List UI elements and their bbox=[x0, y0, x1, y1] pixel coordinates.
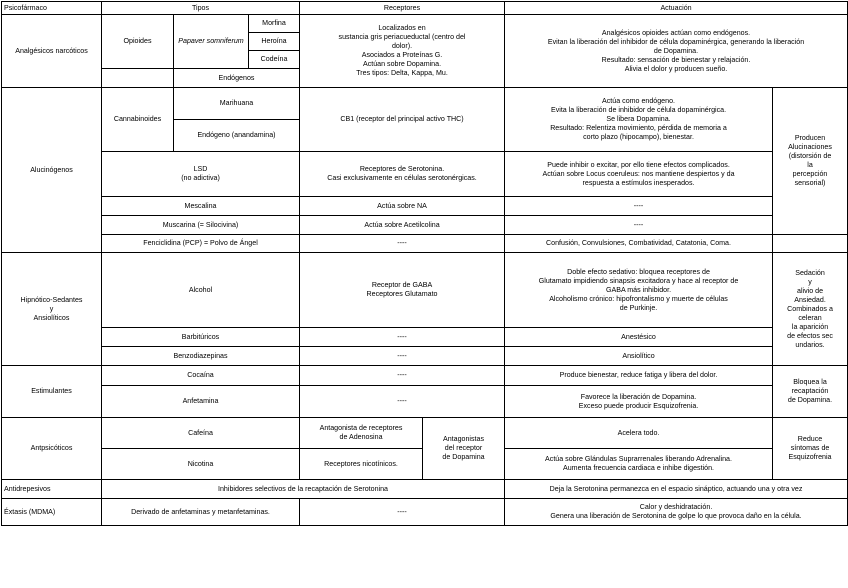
nicotina-receptores: Receptores nicotínicos. bbox=[300, 449, 423, 480]
text-line: Antagonista de receptores bbox=[319, 424, 403, 432]
alcohol-label: Alcohol bbox=[102, 253, 300, 328]
nicotina-label: Nicotina bbox=[102, 449, 300, 480]
table-row bbox=[2, 366, 848, 386]
text-line: de efectos sec bbox=[787, 331, 833, 340]
antipsicoticos-efecto bbox=[773, 418, 848, 480]
text-line: Actúa sobre Glándulas Suprarrenales liberando Adrenalina. bbox=[545, 455, 732, 463]
text-line: del receptor bbox=[444, 444, 483, 452]
header-psicofarmaco: Psicofármaco bbox=[2, 2, 102, 15]
header-tipos: Tipos bbox=[102, 2, 300, 15]
header-receptores: Receptores bbox=[300, 2, 505, 15]
text-line: (no adictiva) bbox=[181, 174, 220, 182]
pcp-actuacion: Confusión, Convulsiones, Combatividad, Catatonia, Coma. bbox=[505, 235, 773, 253]
opioides-label: Opioides bbox=[102, 15, 174, 69]
benzo-receptores: ---- bbox=[300, 347, 505, 366]
text-line: de Dopamina. bbox=[653, 46, 699, 55]
barbituricos-label: Barbitúricos bbox=[102, 328, 300, 347]
estimulantes-efecto bbox=[773, 366, 848, 418]
text-line: de Adenosina bbox=[339, 433, 383, 441]
text-line: Ansiedad. bbox=[794, 295, 826, 304]
cannabinoides-label: Cannabinoides bbox=[102, 88, 174, 152]
text-line: Aumenta frecuencia cardiaca e inhibe digestión. bbox=[562, 464, 715, 472]
text-line: de Dopamina. bbox=[787, 396, 833, 404]
text-line: Receptores de Serotonina. bbox=[359, 165, 445, 173]
table-row bbox=[2, 347, 848, 366]
pcp-label: Fenciclidina (PCP) = Polvo de Ángel bbox=[102, 235, 300, 253]
cocaina-receptores: ---- bbox=[300, 366, 505, 386]
mescalina-actuacion: ---- bbox=[505, 197, 773, 216]
extasis-name: Éxtasis (MDMA) bbox=[2, 499, 102, 526]
text-line: Genera una liberación de Serotonina de golpe lo que provoca daño en la célula. bbox=[550, 512, 802, 520]
cocaina-actuacion: Produce bienestar, reduce fatiga y libera del dolor. bbox=[505, 366, 773, 386]
text-line: sensorial) bbox=[794, 179, 826, 187]
table-row bbox=[2, 152, 848, 197]
text-line: Alucinaciones bbox=[788, 143, 832, 151]
alucinogenos-efecto bbox=[773, 88, 848, 235]
text-line: celeran bbox=[798, 313, 822, 322]
text-line: Asociados a Proteínas G. bbox=[361, 51, 443, 59]
text-line: Actúan sobre Locus coeruleus: nos mantiene despiertos y da bbox=[542, 169, 735, 178]
antidepresivos-actuacion: Deja la Serotonina permanezca en el espacio sináptico, actuando una y otra vez bbox=[505, 480, 848, 499]
endogenos-empty bbox=[102, 69, 174, 88]
text-line: Glutamato impidiendo sinapsis excitadora y hace al receptor de bbox=[538, 276, 739, 285]
analgesicos-receptores bbox=[300, 15, 505, 88]
text-line: corto plazo (hipocampo), bienestar. bbox=[583, 133, 694, 141]
anfetamina-receptores: ---- bbox=[300, 386, 505, 418]
morfina-label: Morfina bbox=[249, 15, 300, 33]
text-line: Analgésicos opioides actúan como endógenos. bbox=[601, 28, 751, 37]
cafeina-receptores bbox=[300, 418, 423, 449]
analgesicos-name: Analgésicos narcóticos bbox=[2, 15, 102, 88]
table-row bbox=[2, 88, 848, 120]
text-line: Favorece la liberación de Dopamina. bbox=[580, 392, 697, 401]
pcp-efecto-empty bbox=[773, 235, 848, 253]
text-line: percepción bbox=[792, 170, 828, 178]
text-line: Se libera Dopamina. bbox=[606, 115, 671, 123]
text-line: Exceso puede producir Esquizofrenia. bbox=[578, 401, 699, 410]
table-row bbox=[2, 197, 848, 216]
text-line: de Dopamina bbox=[442, 453, 485, 461]
text-line: Doble efecto sedativo: bloquea receptores de bbox=[567, 267, 710, 276]
alucinogenos-name: Alucinógenos bbox=[2, 88, 102, 253]
text-line: la bbox=[807, 161, 813, 169]
antidepresivos-name: Antidrepesivos bbox=[2, 480, 102, 499]
text-line: respuesta a estímulos inesperados. bbox=[582, 178, 695, 187]
lsd-receptores bbox=[300, 152, 505, 197]
text-line: Bloquea la bbox=[793, 378, 827, 386]
papaver-label: Papaver somniferum bbox=[174, 15, 249, 69]
text-line: Esquizofrenia bbox=[788, 453, 832, 461]
extasis-actuacion bbox=[505, 499, 848, 526]
muscarina-actuacion: ---- bbox=[505, 216, 773, 235]
antipsicoticos-name: Antpsicóticos bbox=[2, 418, 102, 480]
muscarina-label: Muscarina (= Silocivina) bbox=[102, 216, 300, 235]
text-line: Resultado: Relentiza movimiento, pérdida de memoria a bbox=[550, 124, 727, 132]
text-line: GABA más inhibidor. bbox=[605, 285, 672, 294]
text-line: undarios. bbox=[795, 340, 825, 349]
text-line: Puede inhibir o excitar, por ello tiene efectos complicados. bbox=[547, 160, 730, 169]
endogeno-label: Endógeno (anandamina) bbox=[174, 120, 300, 152]
table-row bbox=[2, 15, 848, 33]
heroina-label: Heroína bbox=[249, 33, 300, 51]
text-line: dolor). bbox=[391, 42, 413, 50]
text-line: (distorsión de bbox=[788, 152, 832, 160]
lsd-label bbox=[102, 152, 300, 197]
text-line: alivio de bbox=[797, 286, 824, 295]
header-row bbox=[2, 2, 848, 15]
anfetamina-actuacion bbox=[505, 386, 773, 418]
barbituricos-actuacion: Anestésico bbox=[505, 328, 773, 347]
psychopharmacology-table bbox=[1, 1, 848, 526]
anfetamina-label: Anfetamina bbox=[102, 386, 300, 418]
pcp-receptores: ---- bbox=[300, 235, 505, 253]
table-row bbox=[2, 386, 848, 418]
text-line: Hipnótico-Sedantes bbox=[20, 295, 83, 304]
nicotina-actuacion bbox=[505, 449, 773, 480]
table-row bbox=[2, 328, 848, 347]
hipnoticos-name bbox=[2, 253, 102, 366]
table-row bbox=[2, 253, 848, 328]
text-line: de Purkinje. bbox=[619, 303, 658, 312]
text-line: Producen bbox=[794, 134, 826, 142]
text-line: Evita la liberación de inhibidor de célula dopaminérgica. bbox=[550, 106, 727, 114]
table-row bbox=[2, 216, 848, 235]
cafeina-actuacion: Acelera todo. bbox=[505, 418, 773, 449]
text-line: Reduce bbox=[797, 435, 823, 443]
text-line: Localizados en bbox=[378, 24, 426, 32]
cb1-actuacion bbox=[505, 88, 773, 152]
benzo-label: Benzodiazepinas bbox=[102, 347, 300, 366]
header-actuacion: Actuación bbox=[505, 2, 848, 15]
hipnoticos-efecto bbox=[773, 253, 848, 366]
text-line: Alcoholismo crónico: hipofrontalismo y muerte de células bbox=[549, 294, 728, 303]
text-line: Casi exclusivamente en células serotonérgicas. bbox=[327, 174, 477, 182]
cb1-receptor: CB1 (receptor del principal activo THC) bbox=[300, 88, 505, 152]
antidepresivos-desc: Inhibidores selectivos de la recaptación de Serotonina bbox=[102, 480, 505, 499]
endogenos-label: Endógenos bbox=[174, 69, 300, 88]
alcohol-receptores bbox=[300, 253, 505, 328]
text-line: y bbox=[808, 277, 812, 286]
codeina-label: Codeína bbox=[249, 51, 300, 69]
text-line: Ansiolíticos bbox=[33, 313, 70, 322]
alcohol-actuacion bbox=[505, 253, 773, 328]
table-row bbox=[2, 499, 848, 526]
antagonistas-dopamina bbox=[423, 418, 505, 480]
analgesicos-actuacion bbox=[505, 15, 848, 88]
text-line: sustancia gris periacueductal (centro del bbox=[338, 33, 466, 41]
extasis-receptores: ---- bbox=[300, 499, 505, 526]
text-line: Alivia el dolor y producen sueño. bbox=[624, 64, 728, 73]
table-row bbox=[2, 235, 848, 253]
cafeina-label: Cafeína bbox=[102, 418, 300, 449]
text-line: Resultado: sensación de bienestar y relajación. bbox=[601, 55, 751, 64]
text-line: Tres tipos: Delta, Kappa, Mu. bbox=[356, 69, 448, 77]
text-line: Actúa como endógeno. bbox=[602, 97, 675, 105]
text-line: recaptación bbox=[791, 387, 829, 395]
muscarina-receptores: Actúa sobre Acetilcolina bbox=[300, 216, 505, 235]
text-line: Calor y deshidratación. bbox=[639, 503, 713, 511]
text-line: Antagonistas bbox=[443, 435, 485, 443]
text-line: la aparición bbox=[791, 322, 829, 331]
lsd-actuacion bbox=[505, 152, 773, 197]
estimulantes-name: Estimulantes bbox=[2, 366, 102, 418]
text-line: Sedación bbox=[795, 268, 825, 277]
benzo-actuacion: Ansiolítico bbox=[505, 347, 773, 366]
text-line: Receptores Glutamato bbox=[366, 290, 438, 298]
barbituricos-receptores: ---- bbox=[300, 328, 505, 347]
marihuana-label: Marihuana bbox=[174, 88, 300, 120]
mescalina-label: Mescalina bbox=[102, 197, 300, 216]
extasis-desc: Derivado de anfetaminas y metanfetaminas. bbox=[102, 499, 300, 526]
text-line: Receptor de GABA bbox=[371, 281, 433, 289]
text-line: Actúan sobre Dopamina. bbox=[362, 60, 442, 68]
text-line: Evitan la liberación del inhibidor de célula dopaminérgica, generando la liberación bbox=[547, 37, 805, 46]
table-row bbox=[2, 480, 848, 499]
text-line: y bbox=[49, 304, 54, 313]
text-line: LSD bbox=[193, 165, 208, 173]
text-line: síntomas de bbox=[790, 444, 830, 452]
table-row bbox=[2, 418, 848, 449]
text-line: Combinados a bbox=[787, 304, 833, 313]
cocaina-label: Cocaína bbox=[102, 366, 300, 386]
mescalina-receptores: Actúa sobre NA bbox=[300, 197, 505, 216]
